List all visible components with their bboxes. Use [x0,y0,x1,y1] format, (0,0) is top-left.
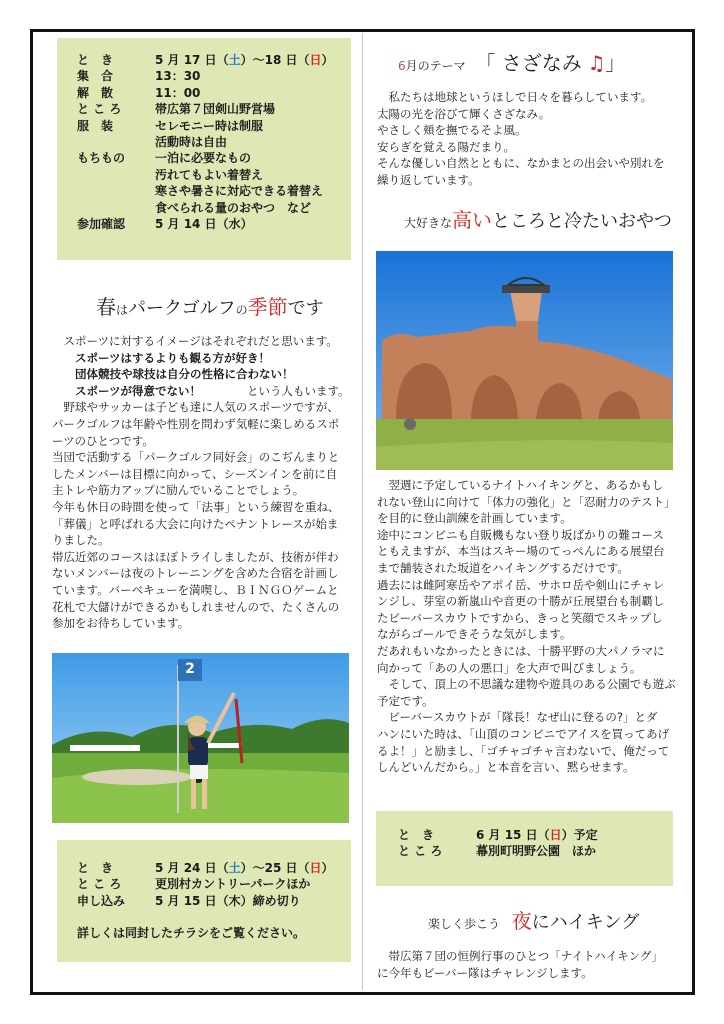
text-line: 安らぎを覚える陽だまり。 [377,139,515,154]
info-label [77,167,155,183]
info-label: 服 装 [77,118,114,133]
info-label: もちもの [77,151,126,166]
text-line-main: スポーツに対するイメージはそれぞれだと思います。 [52,334,338,348]
info-value: 5 月 17 日（ [155,53,229,67]
text-line: やさしく頬を撫でるそよ風。 [377,123,527,138]
info-value: 更別村カントリーパークほか [155,877,311,892]
music-note-icon: ♫ [587,51,606,75]
info-sun: 日 [549,828,562,842]
info-mid: ）～25 日（ [240,861,310,875]
info-label: と こ ろ [77,102,122,117]
theme-heading: 6月のテーマ 「 さざなみ ♫」 [398,51,626,75]
text-line-tail: という人もいます。 [201,383,350,398]
text-line: 翌週に予定しているナイトハイキングと、あるかもし [377,478,664,492]
park-golf-text [52,333,352,632]
info-row [77,216,351,232]
text-line-main: スポーツはするよりも観る方が好き！ [52,350,271,365]
info-value: 11：00 [155,85,201,100]
text-line [52,565,352,582]
info-label [77,200,155,216]
night-hike-text [377,948,687,981]
info-value: セレモニー時は制服 [155,118,264,133]
text-line [52,615,352,632]
text-line: 途中にコンビニも自販機もない登り坂ばかりの難コース [377,527,664,542]
text-line-main: パークゴルフは年齢や性別を問わず気軽に楽しめるスポ [52,416,340,431]
text-line [52,516,352,533]
info-row [398,827,673,843]
text-line [52,350,352,367]
flag-number: 2 [185,661,195,677]
text-line: ビーバースカウトが「隊長！なぜ山に登るの?」とダ [377,710,658,725]
text-line-main: 団体競技や球技は自分の性格に合わない！ [52,367,294,382]
text-line-main: したメンバーは目標に向かって、シーズンインを前に自 [52,466,338,481]
text-line: たビーバースカウトですから、きっと笑顔でスキップし [377,610,663,625]
theme-text [377,89,687,189]
hike-heading: 大好きな高いところと冷たいおやつ [404,208,673,232]
text-line-main: りました。 [52,533,110,548]
info-row [77,150,351,166]
text-line: そして、頂上の不思議な建物や遊具のある公園でも遊ぶ [377,677,676,692]
column-divider [362,33,363,990]
info-value: 幕別町明野公園 ほか [476,844,597,859]
info-row [77,183,351,199]
info-end: ） [321,53,334,67]
text-line-main: 花札で大儲けができるかもしれませんので、たくさんの [52,599,340,614]
info-row [398,843,673,859]
text-line: 帯広第７団の恒例行事のひとつ「ナイトハイキング」 [377,949,663,963]
info-value: 食べられる量のおやつ など [155,200,312,215]
flyer-note: 詳しくは同封したチラシをご覧ください。 [77,926,306,941]
info-label: 集 合 [77,69,114,84]
text-line: まで舗装された坂道をハイキングするだけです。 [377,560,629,575]
info-row [77,860,351,876]
text-line-main: スポーツが得意でない！ [52,383,202,398]
text-line-main: 当団で活動する「パークゴルフ同好会」のこぢんまりと [52,450,340,465]
info-row [77,134,351,150]
text-line [52,466,352,483]
observatory-photo [376,251,673,470]
text-line: 向かって「あの人の悪口」を大声で叫びましょう。 [377,660,642,675]
text-line-main: 帯広近郊のコースはほぼトライしましたが、技術が伴わ [52,549,339,564]
text-line: 予定です。 [377,693,434,708]
info-label: と き [77,861,114,875]
info-label: と き [77,53,114,67]
text-line: ンジし、芽室の新嵐山や音更の十勝が丘展望台も制覇し [377,594,665,609]
text-line [52,582,352,599]
info-row [77,200,351,216]
text-line-main: ています。バーベキューを満喫し、ＢＩＮＧＯゲームと [52,582,339,597]
text-line-main: 主トレや筋力アップに励んでいることでしょう。 [52,483,305,498]
info-label: と こ ろ [77,877,122,892]
info-value: 汚れてもよい着替え [155,167,264,182]
text-line: ながらゴールできそうな気がします。 [377,627,572,642]
info-label: 参加確認 [77,217,126,232]
info-end: ）予定 [561,828,598,842]
theme-month: 6 [398,59,406,73]
text-line: るよ！」と励まし、「ゴチャゴチャ言わないで、俺だって [377,743,670,758]
info-label: と き [398,828,435,842]
info-sun: 日 [309,53,322,67]
info-value: 5 月 14 日（水） [155,217,253,232]
text-line [52,599,352,616]
night-hike-heading: 楽しく歩こう 夜にハイキング [428,909,640,933]
text-line-main: 参加をお待ちしています。 [52,616,190,631]
text-line [52,499,352,516]
info-value: 活動時は自由 [155,135,228,150]
text-line: を目的に登山訓練を計画しています。 [377,511,572,526]
text-line [52,532,352,549]
info-mid: ）～18 日（ [240,53,310,67]
text-line: 太陽の光を浴びて輝くさざなみ。 [377,106,551,121]
text-line [52,433,352,450]
info-row [77,68,351,84]
text-line: 私たちは地球というほしで日々を暮らしています。 [377,90,653,104]
text-line-main: ないメンバーは夜のトレーニングを含めた合宿を計画し [52,566,339,581]
info-sat: 土 [228,53,241,67]
info-row [77,893,351,909]
info-sat: 土 [228,861,241,875]
info-row [77,85,351,101]
info-label [77,134,155,150]
info-value: 5 月 15 日（木）締め切り [155,893,301,908]
hike-info-box [376,811,673,886]
text-line [52,366,352,383]
text-line-main: ーツのひとつです。 [52,433,154,448]
text-line [52,482,352,499]
text-line-main: 「葬儀」と呼ばれる大会に向けたペナントレースが始ま [52,516,339,531]
info-value: 5 月 24 日（ [155,861,229,875]
info-label: と こ ろ [398,844,443,859]
info-value: 6 月 15 日（ [476,828,550,842]
text-line: ともえますが、本当はスキー場のてっぺんにある展望台 [377,544,665,559]
text-line: そんな優しい自然とともに、なかまとの出会いや別れを [377,156,665,171]
text-line: に今年もビーバー隊はチャレンジします。 [377,965,593,980]
text-line [52,549,352,566]
info-end: ） [321,861,334,875]
info-value: 13：30 [155,69,201,84]
text-line: だあれもいなかったときには、十勝平野の大パノラマに [377,643,665,658]
info-value: 寒さや暑さに対応できる着替え [155,184,324,199]
event-info-box [57,38,351,260]
info-value: 一泊に必要なもの [155,151,252,166]
info-label: 申し込み [77,893,126,908]
info-value: 帯広第７団剣山野営場 [155,102,276,117]
info-row [77,52,351,68]
info-row [77,118,351,134]
text-line: ハンにいた時は、「山頂のコンビニでアイスを買ってあげ [377,726,670,741]
text-line: れない登山に向けて「体力の強化」と「忍耐力のテスト」 [377,494,676,509]
golf-info-box [57,840,351,962]
park-golf-heading: 春はパークゴルフの季節です [96,295,324,319]
info-label [77,183,155,199]
text-line [52,399,352,416]
text-line: 過去には雌阿寒岳やアポイ岳、サホロ岳や剣山にチャレ [377,577,665,592]
text-line-main: 今年も休日の時間を使って「法事」という練習を重ね、 [52,499,340,514]
text-line [52,383,352,400]
text-line-main: 野球やサッカーは子ども達に人気のスポーツですが、 [52,400,339,415]
text-line: しんどいんだから。」と本音を言い、黙らせます。 [377,760,635,775]
hike-text [377,477,687,776]
text-line [52,416,352,433]
text-line [52,333,352,350]
park-golf-photo [52,653,349,823]
info-row [77,101,351,117]
info-row [77,167,351,183]
text-line [52,449,352,466]
info-row [77,876,351,892]
info-label: 解 散 [77,85,114,100]
text-line: 繰り返しています。 [377,172,480,187]
info-sun: 日 [309,861,322,875]
